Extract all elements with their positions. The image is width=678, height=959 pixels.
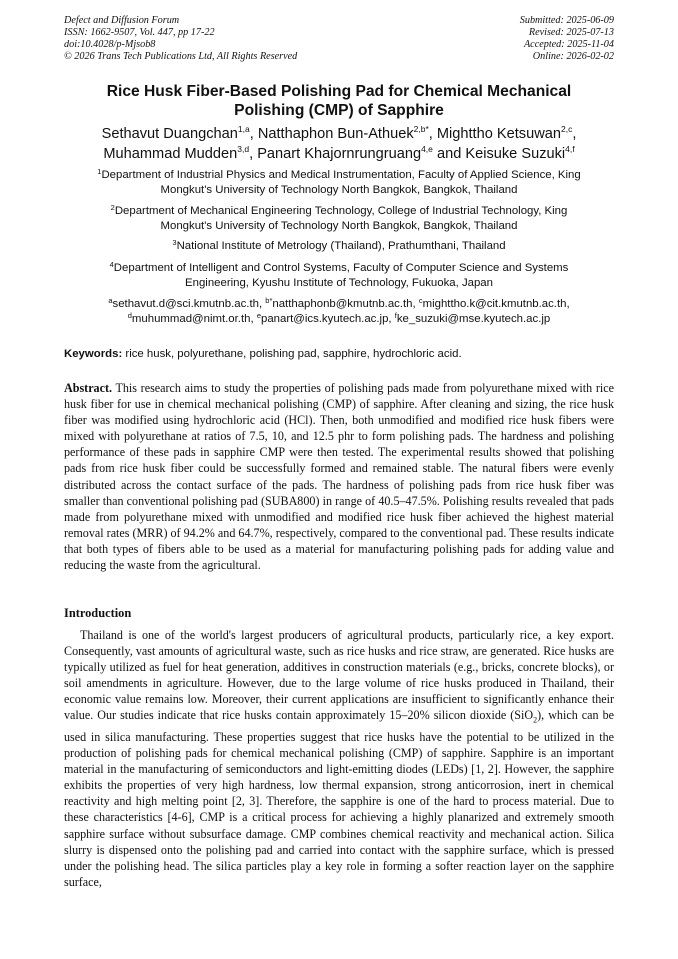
affiliation-line <box>40 261 638 276</box>
title-line-1: Rice Husk Fiber-Based Polishing Pad for Chemical Mechanical <box>106 83 572 100</box>
journal-copyright: © 2026 Trans Tech Publications Ltd, All Rights Reserved <box>64 51 298 62</box>
email-address[interactable]: natthaphonb@kmutnb.ac.th, <box>272 298 419 310</box>
email-sup: a <box>108 296 113 305</box>
author-name: Keisuke Suzuki <box>465 146 566 162</box>
affiliation-text: National Institute of Metrology (Thailand), Prathumthani, Thailand <box>176 240 506 252</box>
introduction-body <box>64 627 614 890</box>
date-revised: Revised: 2025-07-13 <box>528 27 614 38</box>
author-name: Natthaphon Bun-Athuek <box>257 126 414 142</box>
affiliation-3 <box>40 239 638 254</box>
affiliation-4 <box>40 261 638 291</box>
email-address[interactable]: panart@ics.kyutech.ac.jp, <box>260 313 395 325</box>
affiliation-2 <box>40 204 638 234</box>
affiliation-line <box>40 168 638 183</box>
affiliation-number: 2 <box>110 203 115 212</box>
intro-text-part-2: ), which can be used in silica manufacturing. These properties suggest that rice husks have the potential to be utilized in the production of polishing pads for chemical mechanical polishing (CMP) of sapphire. Sapphire is an important material in the manufacturing of semiconductors and light-emitting diodes (LEDs) [1, 2]. However, the sapphire exhibits the properties of very high hardness, low thermal expansion, strong anticorrosion, inert in chemical reactivity and high melting point [2, 3]. Therefore, the sapphire is one of the hard to process material. Due to these characteristics [4-6], CMP is a critical process for achieving a highly planarized and extremely smooth sapphire surface without subsurface damage. CMP combines chemical reactivity and mechanical action. Silica slurry is dispensed onto the polishing pad and carried into contact with the sapphire surface, which is pressed under the polishing head. The silica particles play a key role in forming a softer reaction layer on the sapphire surface, <box>64 708 614 889</box>
date-online: Online: 2026-02-02 <box>532 51 614 62</box>
email-sup: f <box>394 311 397 320</box>
affiliation-text: Department of Industrial Physics and Medical Instrumentation, Faculty of Applied Science, King <box>101 169 581 181</box>
abstract <box>64 380 614 573</box>
keywords-text: rice husk, polyurethane, polishing pad, sapphire, hydrochloric acid. <box>122 348 462 360</box>
affiliation-text: Department of Intelligent and Control Systems, Faculty of Computer Science and Systems <box>113 262 569 274</box>
date-accepted: Accepted: 2025-11-04 <box>523 39 614 50</box>
author-name: Panart Khajornrungruang <box>257 146 422 162</box>
abstract-text: This research aims to study the properties of polishing pads made from polyurethane mixed with rice husk fiber for use in chemical mechanical polishing (CMP) of sapphire. After cleaning and sizing, the rice husk fiber was modified using hydrochloric acid (HCl). Then, both unmodified and modified rice husk fibers were mixed with polyurethane at ratios of 7.5, 10, and 12.5 phr to form polishing pads. The hardness and polishing performance of these pads in sapphire CMP were then tested. The experimental results showed that polishing pads from rice husk fiber could be successfully formed and remained stable. The natural fibers were evenly distributed across the contact surface of the pads. The hardness of polishing pads from rice husk fiber was smaller than conventional polishing pad (SUBA800) in range of 40.5–47.5%. Polishing results revealed that pads made from polyurethane mixed with unmodified and modified rice husk fiber achieved the highest material removal rates (MRR) of 94.2% and 64.7%, respectively, compared to the conventional pad. These results indicate that both types of fibers able to be used as a material for manufacturing polishing pads for adding value and reducing the waste from the agricultural. <box>64 381 614 573</box>
journal-doi[interactable]: doi:10.4028/p-Mjsob8 <box>64 39 156 50</box>
affiliation-number: 1 <box>97 167 102 176</box>
author-separator: , <box>428 126 437 142</box>
intro-subscript: 2 <box>533 715 538 725</box>
journal-header-right <box>520 15 614 63</box>
email-address[interactable]: sethavut.d@sci.kmutnb.ac.th, <box>112 298 266 310</box>
author-separator: , <box>249 126 258 142</box>
author-separator: , <box>249 146 258 162</box>
email-sup: d <box>127 311 132 320</box>
paper-title <box>64 82 614 120</box>
author-affil-sup: 3,d <box>237 144 250 154</box>
date-submitted: Submitted: 2025-06-09 <box>519 15 614 26</box>
email-line-2 <box>40 312 638 327</box>
author-affil-sup: 2,c <box>560 124 573 134</box>
author-affil-sup: 4,f <box>565 144 575 154</box>
author-name: Sethavut Duangchan <box>101 126 238 142</box>
journal-name: Defect and Diffusion Forum <box>64 15 180 26</box>
affiliation-line <box>40 204 638 219</box>
affiliation-line: Mongkut's University of Technology North Bangkok, Bangkok, Thailand <box>160 184 518 196</box>
keywords-label: Keywords: <box>64 348 123 360</box>
intro-text-part-1: Thailand is one of the world's largest producers of agricultural products, particularly rice, a key export. Consequently, vast amounts of agricultural waste, such as rice husks and rice straw, are generated. Rice husks are typically utilized as fuel for heat generation, additives in construction materials (e.g., bricks, concrete blocks), or soil amendments in agriculture. However, due to the large volume of rice husks produced in Thailand, their economic value remains low. Moreover, their current applications are insufficient to significantly enhance their value. Our studies indicate that rice husks contain approximately 15–20% silicon dioxide (SiO <box>64 628 614 723</box>
section-heading-introduction: Introduction <box>64 606 132 620</box>
affiliation-line: Engineering, Kyushu Institute of Technology, Fukuoka, Japan <box>185 277 493 289</box>
author-affil-sup: 2,b* <box>413 124 429 134</box>
email-sup: c <box>418 296 423 305</box>
email-line-1 <box>40 297 638 312</box>
email-address[interactable]: mighttho.k@cit.kmutnb.ac.th, <box>422 298 570 310</box>
journal-header-left <box>64 15 297 63</box>
email-address[interactable]: muhummad@nimt.or.th, <box>131 313 257 325</box>
email-sup: e <box>256 311 261 320</box>
author-and: and <box>432 146 466 162</box>
affiliation-line: Mongkut's University of Technology North Bangkok, Bangkok, Thailand <box>160 220 518 232</box>
author-separator: , <box>572 126 577 142</box>
author-name: Mighttho Ketsuwan <box>436 126 561 142</box>
author-affil-sup: 4,e <box>421 144 433 154</box>
affiliation-text: Department of Mechanical Engineering Technology, College of Industrial Technology, King <box>114 205 568 217</box>
author-affil-sup: 1,a <box>237 124 250 134</box>
affiliation-number: 3 <box>172 238 177 247</box>
affiliation-number: 4 <box>109 260 114 269</box>
keywords <box>64 347 614 361</box>
affiliation-line <box>40 239 638 254</box>
author-list <box>40 124 638 164</box>
email-sup: b* <box>265 296 273 305</box>
abstract-label: Abstract. <box>64 381 113 395</box>
author-name: Muhammad Mudden <box>103 146 238 162</box>
author-line-1 <box>40 124 638 144</box>
title-line-2: Polishing (CMP) of Sapphire <box>234 102 444 119</box>
journal-issn: ISSN: 1662-9507, Vol. 447, pp 17-22 <box>64 27 215 38</box>
author-line-2 <box>40 144 638 164</box>
email-address[interactable]: ke_suzuki@mse.kyutech.ac.jp <box>396 313 551 325</box>
email-list <box>40 297 638 327</box>
affiliation-1 <box>40 168 638 198</box>
